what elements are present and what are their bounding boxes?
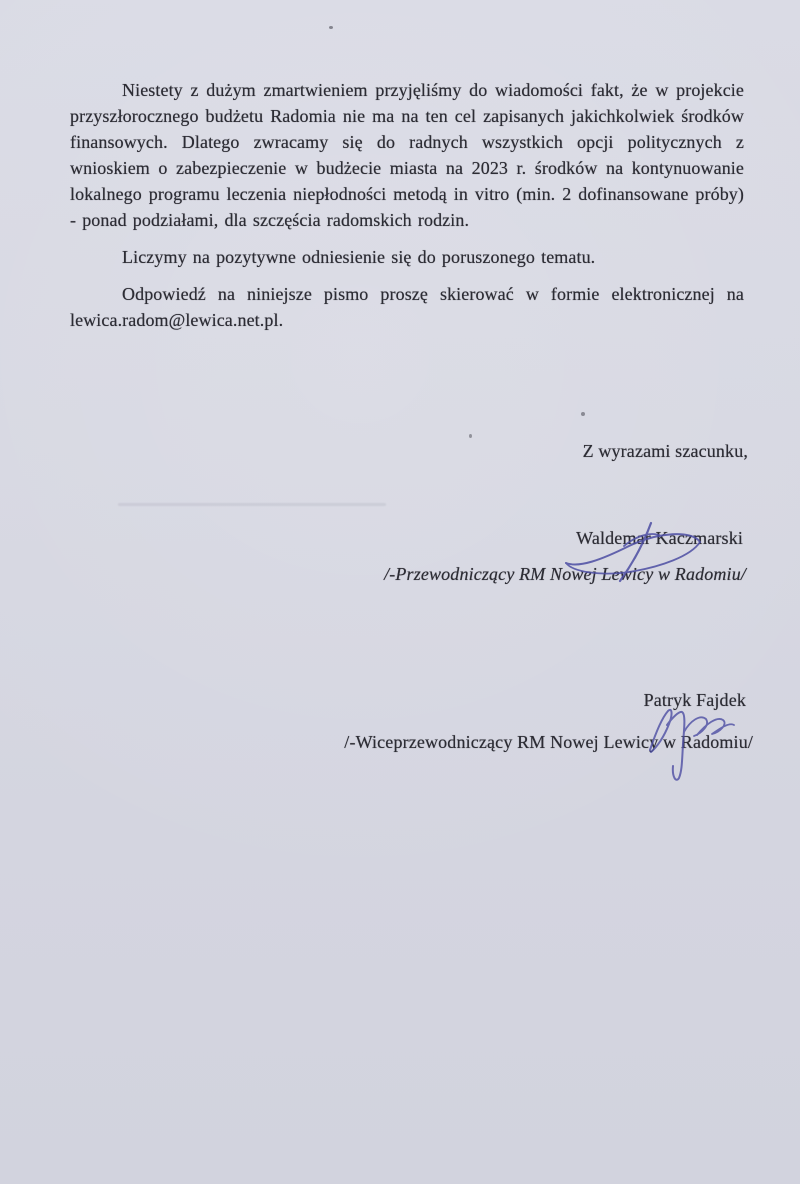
paragraph-budget-concern: Niestety z dużym zmartwieniem przyjęliśmy do wiadomości fakt, że w projekcie przyszłorocznego budżetu Radomia nie ma na ten cel zapisanych jakichkolwiek środków finansowych. Dlatego zwracamy się do radnych wszystkich opcji politycznych z wnioskiem o zabezpieczenie w budżecie miasta na 2023 r. środków na kontynuowanie lokalnego programu leczenia niepłodności metodą in vitro (min. 2 dofinansowane próby) - ponad podziałami, dla szczęścia radomskich rodzin. — [70, 80, 744, 230]
closing-salutation: Z wyrazami szacunku, — [582, 441, 748, 461]
signer-2-title: /-Wiceprzewodniczący RM Nowej Lewicy w Radomiu/ — [344, 732, 753, 752]
scan-speck — [469, 434, 472, 438]
paragraph-positive-response: Liczymy na pozytywne odniesienie się do poruszonego tematu. — [122, 247, 596, 267]
signer-1-title: /-Przewodniczący RM Nowej Lewicy w Radomiu/ — [384, 564, 746, 584]
signer-1-name: Waldemar Kaczmarski — [576, 528, 743, 548]
letter-body — [70, 77, 744, 333]
scan-speck — [581, 412, 585, 416]
scan-speck — [329, 26, 333, 29]
signer-2-name: Patryk Fajdek — [643, 690, 746, 710]
scan-smudge — [118, 503, 386, 506]
paragraph-reply-email: Odpowiedź na niniejsze pismo proszę skierować w formie elektronicznej na lewica.radom@lewica.net.pl. — [70, 284, 744, 330]
